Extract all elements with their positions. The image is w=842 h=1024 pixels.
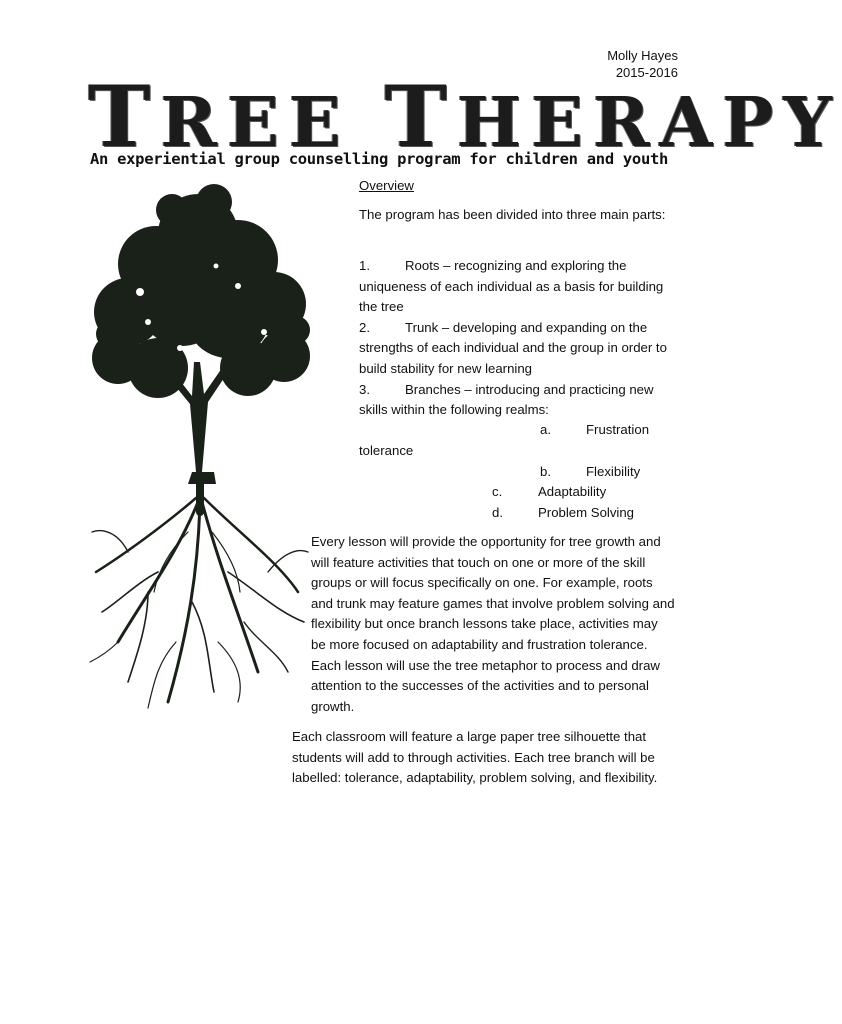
list-item-number: 2. xyxy=(359,319,370,335)
realm-item-frustration xyxy=(540,420,649,441)
list-item-trunk xyxy=(359,318,681,380)
realm-label: Adaptability xyxy=(538,484,607,499)
realm-item-problem-solving xyxy=(492,503,634,524)
list-item-roots xyxy=(359,256,681,318)
lesson-paragraph: Every lesson will provide the opportunity for tree growth and will feature activities that touch on one or more of the skill groups or will focus specifically on one. For example, roots and trunk may feature games that involve problem solving and flexibility but once branch lessons take place, activities may be more focused on adaptability and frustration tolerance. Each lesson will use the tree metaphor to process and draw attention to the successes of the activities and to personal growth. xyxy=(311,534,675,714)
page-subtitle: An experiential group counselling program for children and youth xyxy=(90,150,669,168)
realm-item-adaptability xyxy=(492,482,606,503)
author-name: Molly Hayes xyxy=(607,48,678,63)
title-word1-cap: T xyxy=(88,67,161,166)
realm-letter: d. xyxy=(492,505,503,520)
title-word2-rest: HERAPY xyxy=(456,83,842,163)
realm-label: Flexibility xyxy=(586,464,641,479)
tree-silhouette-image xyxy=(88,172,310,712)
realm-letter: a. xyxy=(540,422,551,437)
realm-item-flexibility xyxy=(540,462,640,483)
overview-heading: Overview xyxy=(359,178,414,193)
list-item-text: Branches – introducing and practicing new skills within the following realms: xyxy=(359,381,654,418)
realm-continuation: tolerance xyxy=(359,443,414,458)
program-year: 2015-2016 xyxy=(615,65,678,80)
title-word2-cap: T xyxy=(384,67,457,166)
list-item-text: Roots – recognizing and exploring the uniqueness of each individual as a basis for building the tree xyxy=(359,258,664,315)
realm-letter: b. xyxy=(540,464,551,479)
classroom-paragraph: Each classroom will feature a large paper tree silhouette that students will add to through activities. Each tree branch will be labelled: tolerance, adaptability, problem solving, and flexibility. xyxy=(292,729,658,786)
program-parts-list xyxy=(359,256,681,421)
realm-label: Frustration xyxy=(586,422,650,437)
list-item-branches xyxy=(359,380,681,421)
list-item-number: 3. xyxy=(359,381,370,397)
title-word1-rest: REE xyxy=(160,83,351,163)
list-item-text: Trunk – developing and expanding on the strengths of each individual and the group in order to build stability for new learning xyxy=(359,319,667,376)
realm-label: Problem Solving xyxy=(538,505,635,520)
overview-intro: The program has been divided into three main parts: xyxy=(359,207,666,222)
list-item-number: 1. xyxy=(359,258,370,273)
realm-letter: c. xyxy=(492,484,503,499)
